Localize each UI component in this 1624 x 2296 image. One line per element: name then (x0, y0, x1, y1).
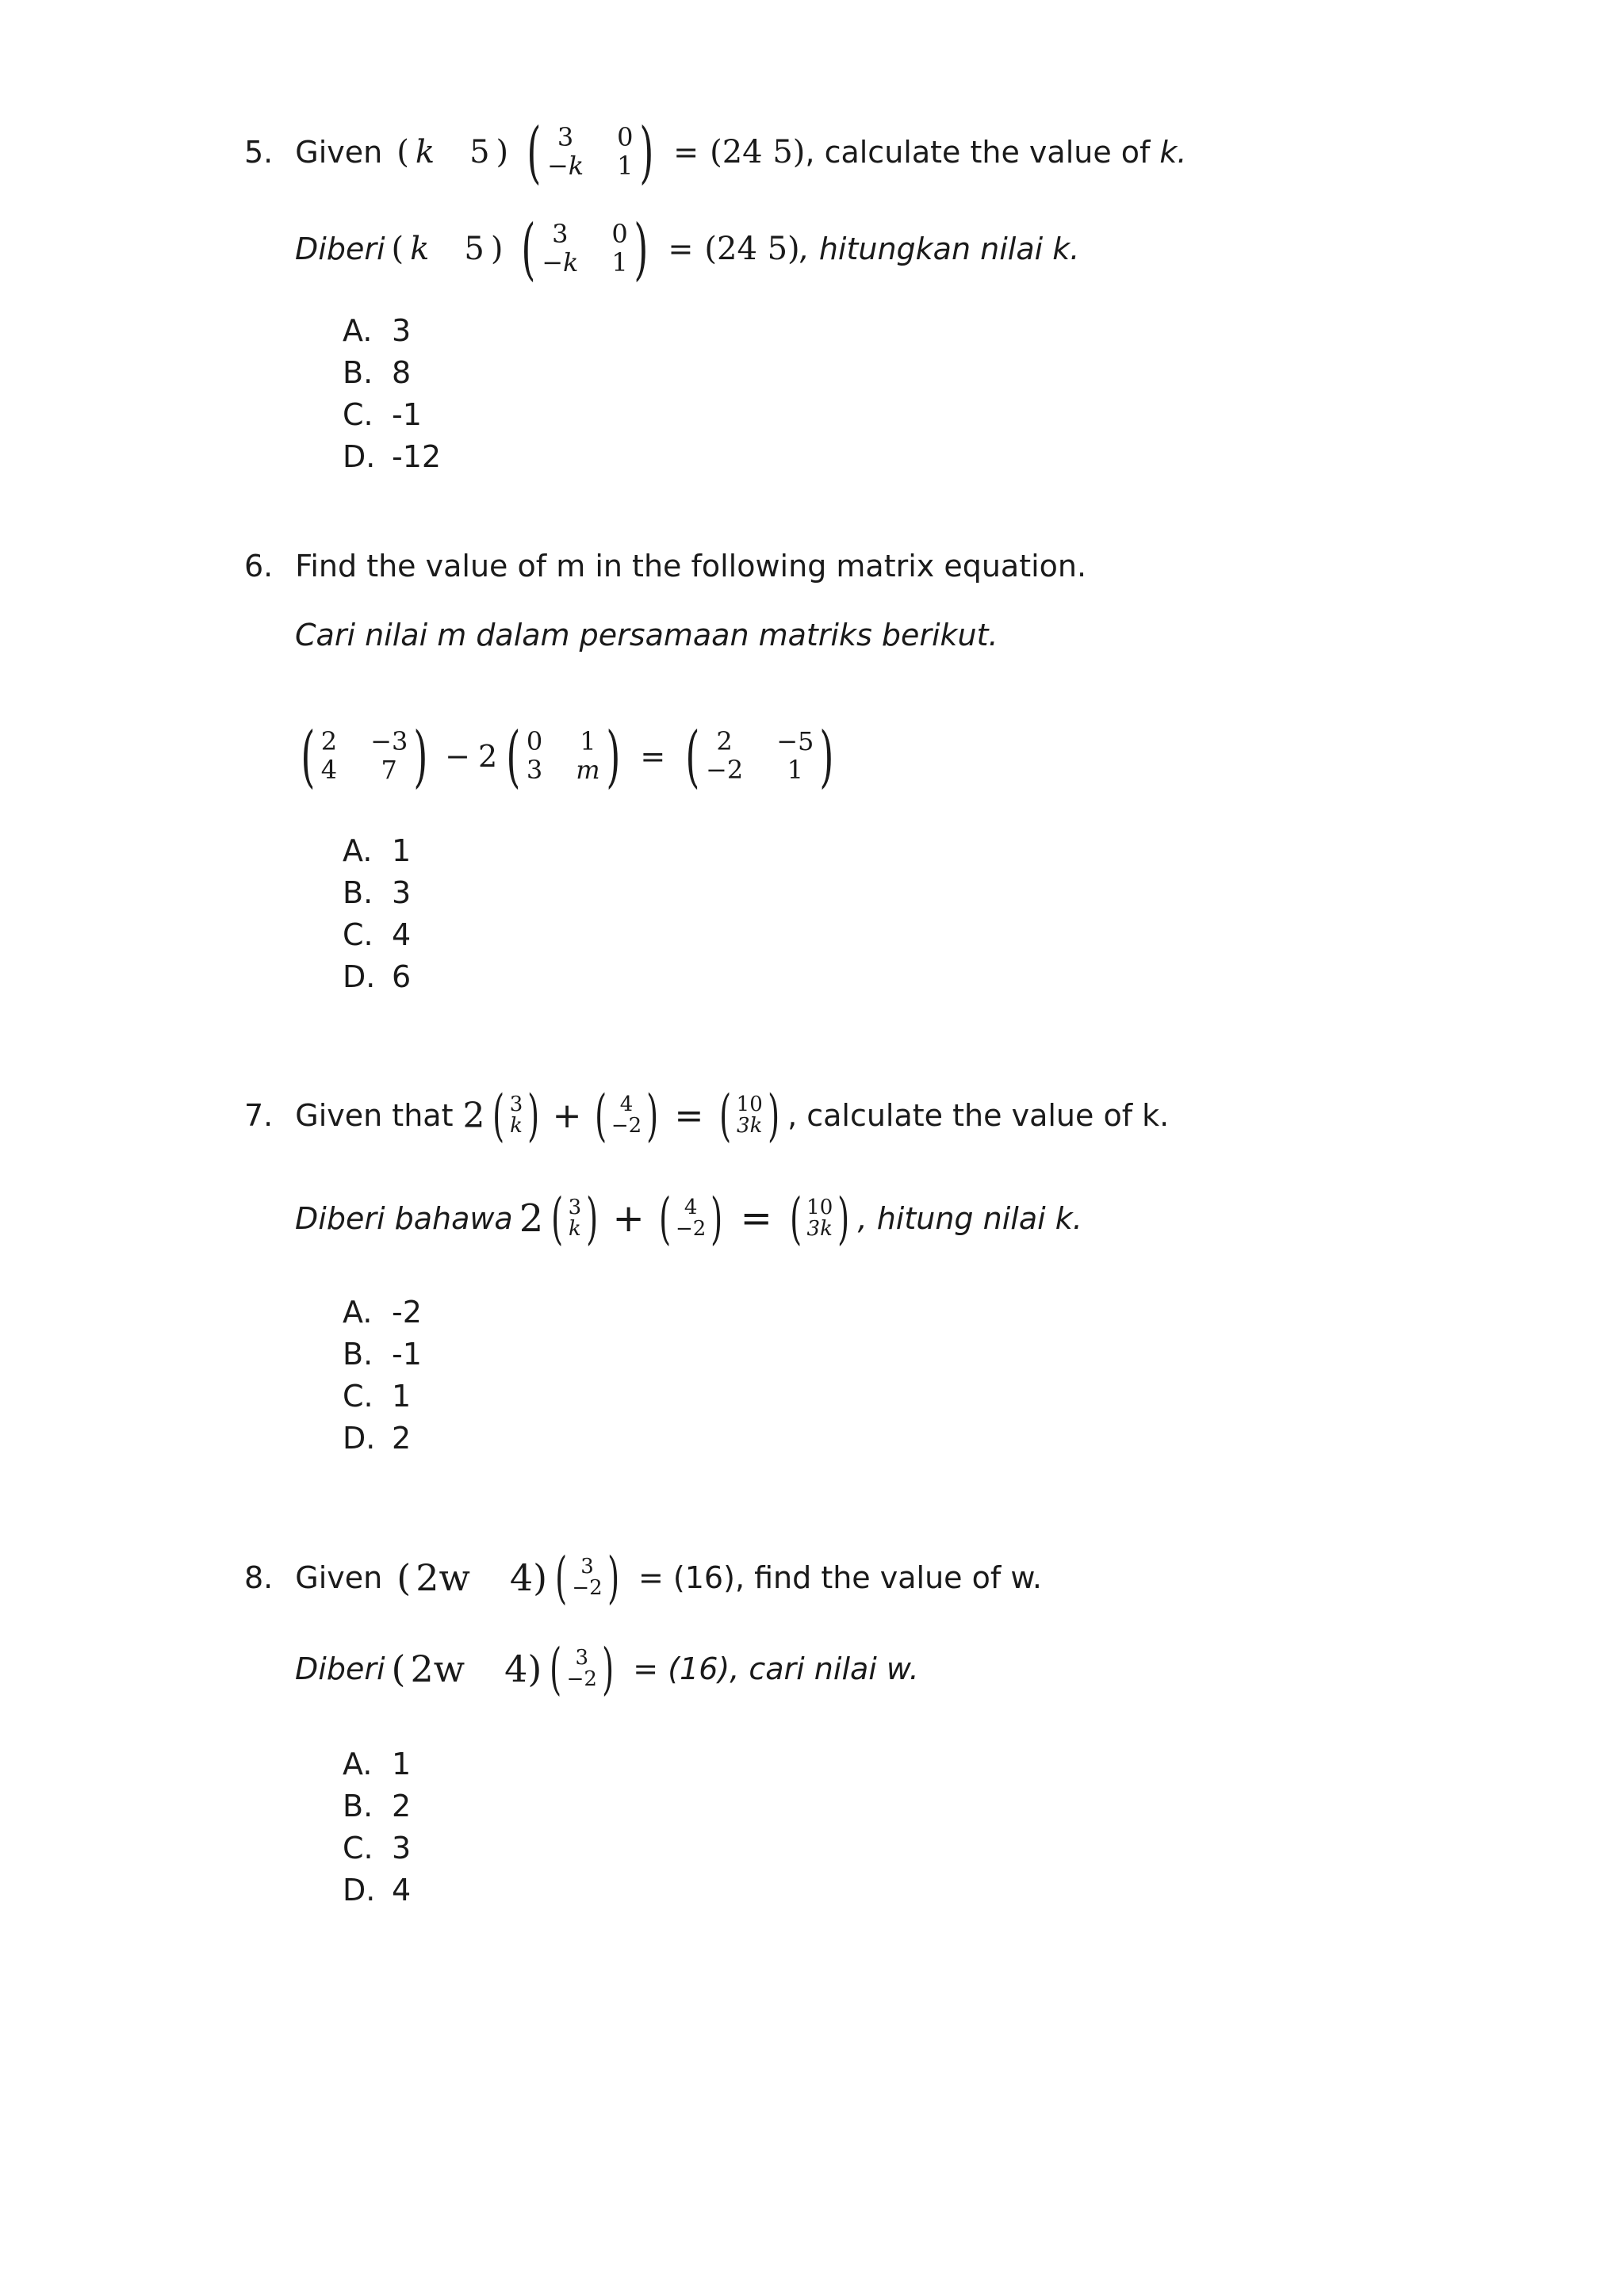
q7-option-a[interactable]: A. -2 (343, 1294, 422, 1330)
q5-matrix: ( 3 0 −k 1 ) (527, 113, 653, 191)
q7-malay-tail: , hitung nilai k. (857, 1201, 1082, 1236)
q8-english-line (244, 1545, 1043, 1610)
q6-equation: ( 2 −3 4 7 ) − 2 ( 0 1 3 m ) = ( 2 −5 −2 1 ) (292, 723, 843, 790)
q7-malay-line: Diberi bahawa 2 ( 3 k ) + ( 4 −2 ) = ( 10 3k ) , hitung nilai k. (295, 1186, 1082, 1251)
q6-malay-line: Cari nilai m dalam persamaan matriks berikut. (295, 618, 998, 652)
q7-malay-vector-2: ( 4 −2 ) (658, 1186, 723, 1251)
q5-given-text: Given (295, 135, 383, 170)
q7-vector-3: ( 10 3k ) (719, 1083, 779, 1148)
q8-option-d[interactable]: D. 4 (343, 1872, 412, 1908)
q5-option-b[interactable]: B. 8 (343, 354, 412, 390)
q7-malay-vector-1: ( 3 k ) (551, 1186, 599, 1251)
q5-malay-matrix: ( 3 0 −k 1 ) (521, 210, 649, 288)
q6-matrix-2: ( 0 1 3 m ) (506, 718, 621, 795)
q6-option-b[interactable]: B. 3 (343, 874, 412, 910)
q6-question-text: Find the value of m in the following matrix equation. (295, 549, 1087, 584)
q8-row-vector: ( 2w 4 ) (396, 1556, 548, 1599)
q5-option-a[interactable]: A. 3 (343, 312, 412, 348)
q7-option-d[interactable]: D. 2 (343, 1420, 412, 1456)
q6-options (343, 829, 411, 997)
q5-option-d[interactable]: D. -12 (343, 438, 442, 474)
q5-english-tail: , calculate the value of (805, 135, 1151, 170)
q6-number: 6. (244, 549, 274, 584)
q5-malay-line: Diberi ( k 5 ) ( 3 0 −k 1 ) = (24 5) , hitungkan nilai k. (295, 210, 1080, 288)
q6-option-c[interactable]: C. 4 (343, 916, 412, 952)
q5-variable: k. (1159, 135, 1187, 170)
q5-row-vector: ( k 5 ) (396, 134, 509, 170)
q5-malay-result: (24 5) (704, 231, 800, 267)
q5-malay-row-vector: ( k 5 ) (391, 231, 504, 267)
q5-options (343, 309, 441, 477)
q8-option-c[interactable]: C. 3 (343, 1830, 412, 1866)
q6-matrix-3: ( 2 −5 −2 1 ) (685, 718, 834, 795)
q7-number: 7. (244, 1098, 274, 1133)
q5-malay-tail: , hitungkan nilai k. (799, 232, 1080, 266)
q7-malay-vector-3: ( 10 3k ) (789, 1186, 850, 1251)
q7-options (343, 1291, 422, 1459)
q6-option-a[interactable]: A. 1 (343, 832, 412, 868)
q7-english-line: 7. Given that 2 ( 3 k ) + ( 4 −2 ) = ( 10 3k ) , calculate the value of k. (244, 1083, 1170, 1148)
q8-malay-given: Diberi (295, 1651, 385, 1686)
q8-english-tail: = (16), find the value of w. (638, 1560, 1043, 1595)
q8-option-b[interactable]: B. 2 (343, 1788, 412, 1823)
q5-result: (24 5) (710, 134, 806, 170)
q8-given-text: Given (295, 1560, 383, 1595)
q5-option-c[interactable]: C. -1 (343, 396, 422, 432)
q7-malay-given: Diberi bahawa (295, 1201, 513, 1236)
q8-malay-line (295, 1636, 919, 1701)
q6-english-line (244, 549, 1086, 584)
q7-option-c[interactable]: C. 1 (343, 1378, 412, 1414)
q8-column-vector: ( 3 −2 ) (555, 1545, 619, 1610)
q8-options (343, 1743, 411, 1911)
q8-malay-tail: = (16), cari nilai w. (633, 1651, 919, 1686)
q5-english-line: 5. Given ( k 5 ) ( 3 0 −k 1 ) = (24 5) , calculate the value of k. (244, 113, 1187, 191)
q8-malay-column-vector: ( 3 −2 ) (550, 1636, 615, 1701)
q8-option-a[interactable]: A. 1 (343, 1746, 412, 1781)
q7-vector-2: ( 4 −2 ) (594, 1083, 659, 1148)
q5-number: 5. (244, 135, 274, 170)
q8-number: 8. (244, 1560, 274, 1595)
q5-malay-given: Diberi (295, 232, 385, 266)
q7-english-tail: , calculate the value of k. (787, 1098, 1170, 1133)
q7-vector-1: ( 3 k ) (492, 1083, 540, 1148)
q6-matrix-1: ( 2 −3 4 7 ) (301, 718, 428, 795)
q8-malay-row-vector: ( 2w 4 ) (391, 1647, 542, 1690)
q6-option-d[interactable]: D. 6 (343, 959, 412, 994)
q7-given-text: Given that (295, 1098, 454, 1133)
q7-option-b[interactable]: B. -1 (343, 1336, 422, 1372)
